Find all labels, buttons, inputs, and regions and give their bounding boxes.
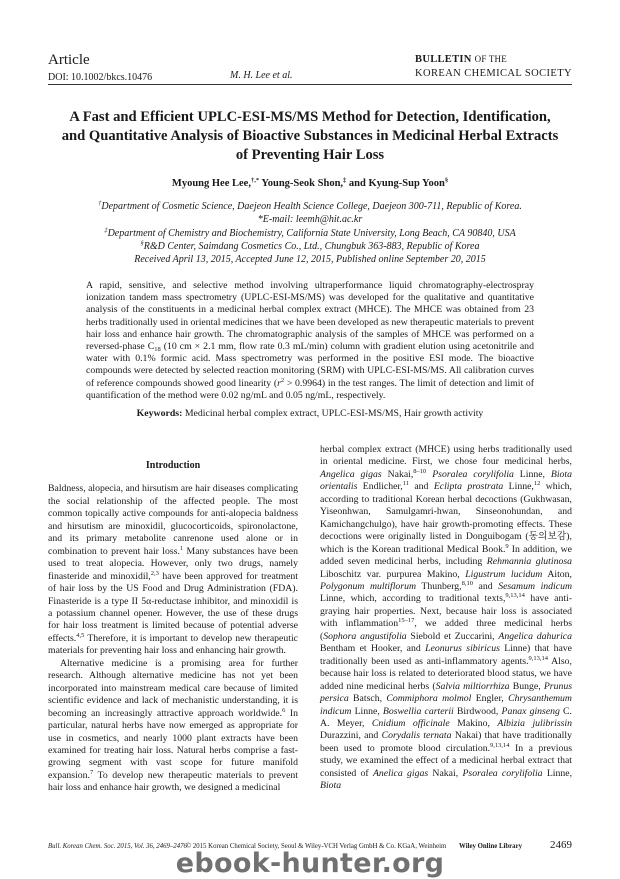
- species-name: Albizia julibrissin: [497, 717, 572, 729]
- author-list: [48, 178, 572, 189]
- species-name: Psoralea corylifolia: [462, 767, 543, 779]
- author-2-marks: ‡: [343, 177, 347, 184]
- rc-text: Siebold et Zuccarini,: [406, 630, 499, 642]
- author-3: and Kyung-Sup Yoon: [348, 178, 445, 189]
- species-name: Boswellia carterii: [382, 705, 454, 717]
- affiliation-2: Department of Chemistry and Biochemistry, California State University, Long Beach, CA 90840, USA: [107, 227, 516, 239]
- ref-2-3: 2,3: [150, 569, 159, 577]
- rc-text: which, according to traditional Korean herbal decoctions (Gukhwasan, Yiseonhwan, Samulgamri-hwan, Sinseonohundan, and Kamichangchulgo), have hair growth-promoting effects. These decoctions were originally listed in Donguibogam (동의보감), which is the Korean traditional Medical Book.: [320, 481, 572, 555]
- species-name: Ligustrum lucidum: [465, 568, 543, 580]
- affiliation-3: R&D Center, Saimdang Cosmetics Co., Ltd., Chungbuk 363-883, Republic of Korea: [143, 240, 480, 252]
- abstract: [86, 280, 534, 402]
- species-name: Leonurus sibiricus: [425, 643, 500, 655]
- intro-p2-text-b: In particular, natural herbs have now emerged as appropriate for use in cosmetics, and nearly 1000 plant extracts have been examined for treating hair loss. Natural herbs comprise a fast-growing segment with vast scope for future manifold expansion.: [48, 707, 298, 781]
- journal-name-of-the: OF THE: [474, 54, 507, 64]
- ref-8-10b: 8,10: [461, 579, 473, 587]
- affiliation-1: Department of Cosmetic Science, Daejeon Health Science College, Daejeon 300-711, Republic of Korea.: [101, 201, 522, 212]
- species-name: Anelica gigas: [372, 767, 429, 779]
- rc-text: Linne,: [351, 705, 383, 717]
- rc-text: Linne,: [513, 468, 551, 480]
- intro-p2-text-c: To develop new therapeutic materials to prevent hair loss and enhance hair growth, we designed a medicinal: [48, 769, 298, 794]
- publication-dates: Received April 13, 2015, Accepted June 12, 2015, Published online September 20, 2015: [134, 254, 486, 266]
- species-name: Angelica dahurica: [498, 630, 572, 642]
- paper-title: A Fast and Efficient UPLC-ESI-MS/MS Method for Detection, Identification, and Quantitative Analysis of Bioactive Substances in Medicinal Herbal Extracts of Preventing Hair Loss: [61, 109, 559, 163]
- abstract-c18-subscript: 18: [154, 346, 161, 354]
- right-column: [320, 444, 572, 793]
- affiliations: [48, 200, 572, 266]
- intro-p1-text-b: Many substances have been used to treat alopecia. However, only two drugs, namely finasteride and minoxidil,: [48, 545, 298, 582]
- species-name: Polygonum multiflorum: [320, 580, 417, 592]
- watermark-text: ebook-hunter.org: [175, 848, 445, 879]
- ref-9-13-14c: 9,13,14: [490, 741, 510, 749]
- species-name: Chrysanthemum indicum: [320, 693, 572, 717]
- abstract-part-3: > 0.9964) in the test ranges. The limit of detection and limit of quantification of the method were 0.02 ng/mL and 0.05 ng/mL, respectively.: [86, 377, 534, 401]
- abstract-r2-superscript: 2: [280, 376, 285, 384]
- abstract-r-symbol: r: [277, 377, 281, 389]
- species-name: Biota: [320, 780, 342, 792]
- journal-name-line1: BULLETIN: [415, 54, 472, 65]
- affiliation-2-mark: ‡: [104, 226, 108, 234]
- rc-text: Birdwood,: [453, 705, 502, 717]
- rc-text: Nakai,: [428, 767, 463, 779]
- doi-label: DOI: 10.1002/bkcs.10476: [48, 72, 153, 83]
- intro-p2-text-a: Alternative medicine is a promising area for further research. Although alternative medicine has not yet been incorporated into mainstream medical care because of limited scientific evidence and lack of mechanistic understanding, it is becoming an increasingly attractive approach worldwide.: [48, 657, 298, 719]
- rc-text: and: [472, 580, 499, 592]
- rc-text: Also, because hair loss is related to deteriorated blood status, we have added nine medicinal herbs (: [320, 655, 572, 692]
- keywords-label: Keywords:: [136, 408, 183, 419]
- running-authors: M. H. Lee et al.: [230, 70, 293, 81]
- rc-text: Durazzini, and: [320, 730, 382, 742]
- species-name: Sophora angustifolia: [323, 630, 407, 642]
- ref-7: 7: [89, 768, 94, 776]
- ref-6: 6: [282, 706, 286, 714]
- species-name: Prunus persica: [320, 680, 572, 705]
- introduction-heading: Introduction: [145, 460, 201, 471]
- ref-8-10: 8–10: [413, 467, 427, 475]
- species-name: Panax ginseng: [501, 705, 560, 717]
- species-name: Corydalis ternata: [381, 730, 452, 742]
- intro-p1-text-a: Baldness, alopecia, and hirsutism are hair diseases complicating the social relationship of the affected people. The most common topically active compounds for anti-alopecia baldness and hirsutism are minoxidil, glucocorticoids, spironolactone, and its primary metabolite canrenone used alone or in combination to prevent hair loss.: [48, 483, 298, 557]
- rc-text: and: [408, 481, 434, 493]
- left-column: [48, 460, 298, 795]
- rc-text: Endlicher,: [357, 481, 403, 493]
- article-type-label: Article: [48, 52, 90, 68]
- abstract-part-1: A rapid, sensitive, and selective method involving ultraperformance liquid chromatography-electrospray ionization tandem mass spectrometry (UPLC-ESI-MS/MS) was developed for the qualitative and quantitative analysis of the constituents in a medicinal herbal complex extract (MHCE). The MHCE was obtained from 23 herbs traditionally used in oriental medicines that we have been developed as new therapeutic materials to prevent hair loss and enhance hair growth. The chromatographic analysis of the samples of MHCE was performed on a reversed-phase C: [86, 280, 534, 353]
- rc-text: C. A. Meyer,: [320, 705, 572, 729]
- rc-text: Thunberg,: [416, 580, 462, 592]
- rc-text: Engler,: [471, 693, 509, 705]
- ref-11: 11: [402, 480, 409, 488]
- ref-12: 12: [533, 480, 541, 488]
- rc-text: Aiton,: [542, 568, 572, 580]
- species-name: Sesamum indicum: [498, 580, 572, 592]
- affiliation-1-mark: †: [98, 200, 102, 207]
- rc-text: Batsch,: [348, 693, 387, 705]
- article-header: [48, 52, 152, 84]
- abstract-part-2: (10 cm × 2.1 mm, flow rate 0.3 mL/min) column with gradient elution using acetonitrile and water with 0.1% formic acid. Mass spectrometry was performed in the positive ESI mode. The bioactive compounds were detected by selected reaction monitoring (SRM) with UPLC-ESI-MS/MS. All calibration curves of reference compounds showed good linearity (: [86, 341, 534, 389]
- rc-text: Makino,: [449, 717, 498, 729]
- ref-1: 1: [179, 544, 184, 552]
- journal-name-line2: KOREAN CHEMICAL SOCIETY: [415, 68, 572, 79]
- keywords: [86, 408, 534, 419]
- ref-9-13-14b: 9,13,14: [528, 654, 549, 662]
- author-1: Myoung Hee Lee,: [171, 178, 251, 189]
- footer-citation: Bull. Korean Chem. Soc. 2015, Vol. 36, 2469–2476: [48, 843, 187, 850]
- ref-9: 9: [505, 542, 509, 550]
- species-name: Psoralea corylifolia: [432, 468, 514, 480]
- rc-text: Bunge,: [509, 680, 544, 692]
- species-name: Commiphora molmol: [386, 693, 472, 705]
- rc-text: Linne,: [542, 767, 573, 779]
- rc-text: Nakai) that have traditionally been used to promote blood circulation.: [320, 730, 572, 754]
- species-name: Rehmannia glutinosa: [486, 556, 572, 568]
- intro-paragraph-2: [48, 658, 298, 795]
- species-name: Biota orientalis: [320, 468, 572, 493]
- intro-paragraph-1: [48, 483, 298, 657]
- keywords-text: Medicinal herbal complex extract, UPLC-ESI-MS/MS, Hair growth activity: [184, 408, 484, 419]
- ref-9-13-14: 9,13,14: [505, 592, 525, 600]
- rc-text: Liboschitz var. purpurea Makino,: [320, 568, 466, 580]
- page-number: 2469: [550, 839, 572, 851]
- header-divider: [48, 84, 572, 85]
- rc-text: Linne, which, according to traditional texts,: [320, 593, 506, 605]
- rc-text: herbal complex extract (MHCE) using herbs traditionally used in oriental medicine. First, we chose four medicinal herbs,: [320, 444, 572, 468]
- species-name: Eclipta prostrata: [433, 481, 504, 493]
- footer-library: Wiley Online Library: [459, 843, 522, 850]
- corresponding-email: *E-mail: leemh@hit.ac.kr: [257, 214, 363, 226]
- journal-name: [415, 54, 572, 79]
- intro-p1-text-d: Therefore, it is important to develop new therapeutic materials for preventing hair loss and enhancing hair growth.: [48, 632, 298, 657]
- intro-p1-text-c: have been approved for treatment of hair loss by the US Food and Drug Administration (FDA). Finasteride is a type II 5α-reductase inhibitor, and minoxidil is a potassium channel opener. However, the use of these drugs for hair loss treatment is limited because of potential adverse effects.: [48, 570, 298, 644]
- rc-text: Linne,: [503, 481, 534, 493]
- species-name: Angelica gigas: [320, 468, 382, 480]
- author-2: Young-Seok Shon,: [261, 178, 344, 189]
- rc-text: , we added three medicinal herbs (: [320, 618, 572, 642]
- rc-text: Nakai,: [381, 468, 414, 480]
- intro-paragraph-2-continued: [320, 444, 572, 793]
- rc-text: have anti-graying hair properties. Next, because hair loss is associated with inflammation: [320, 593, 573, 630]
- rc-text: In a previous study, we examined the effect of a medicinal herbal extract that consisted of: [320, 742, 572, 779]
- footer-copyright: © 2015 Korean Chemical Society, Seoul & Wiley-VCH Verlag GmbH & Co. KGaA, Weinheim: [186, 843, 447, 850]
- rc-text: Bentham et Hooker, and: [320, 643, 426, 655]
- rc-text: Linne) that have traditionally been used as anti-inflammatory agents.: [320, 643, 572, 667]
- affiliation-3-mark: §: [140, 239, 144, 247]
- ref-15-17: 15–17: [398, 617, 415, 625]
- author-1-marks: †,*: [250, 177, 260, 184]
- species-name: Cnidium officinale: [371, 717, 450, 729]
- species-name: Salvia miltiorrhiza: [435, 680, 510, 692]
- author-3-marks: §: [444, 177, 449, 184]
- rc-text: In addition, we added seven medicinal herbs, including: [320, 543, 572, 568]
- ref-4-5: 4,5: [76, 631, 85, 639]
